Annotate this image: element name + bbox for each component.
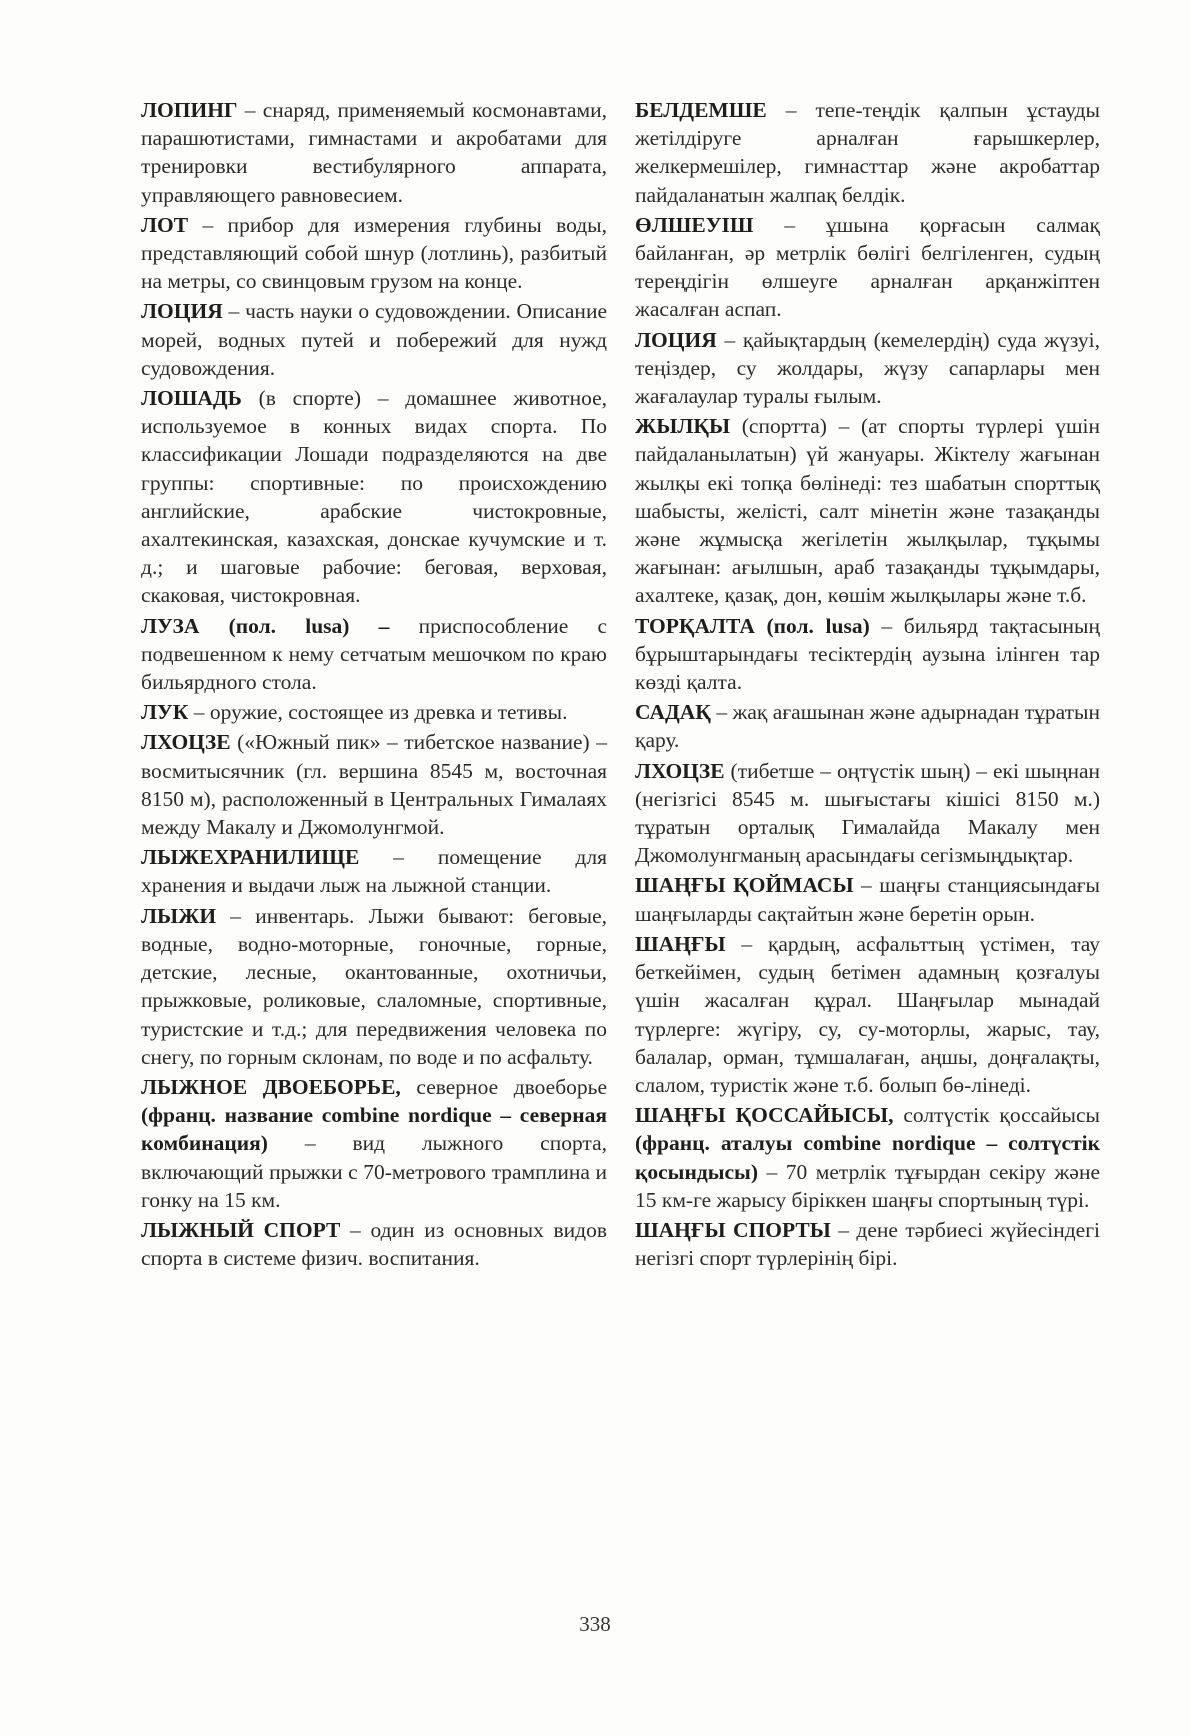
entry-definition: – прибор для измерения глубины воды, представляющий собой шнур (лотлинь), разбитый на метры, со свинцовым грузом на конце.	[141, 212, 607, 294]
dictionary-entry	[141, 843, 607, 899]
entry-term: ШАҢҒЫ ҚОССАЙЫСЫ,	[635, 1103, 894, 1128]
entry-definition: – снаряд, применяемый космонавтами, парашютистами, гимнастами и акробатами для тренировки вестибулярного аппарата, управляющего равновесием.	[141, 98, 607, 207]
entry-definition: приспособление с подвешенном к нему сетчатым мешочком по краю бильярдного стола.	[141, 613, 607, 695]
entry-term: ЛХОЦЗЕ	[635, 758, 725, 783]
entry-term: ЛХОЦЗЕ	[141, 730, 231, 755]
dictionary-entry	[635, 1101, 1100, 1214]
dictionary-entry	[635, 326, 1100, 411]
dictionary-entry	[635, 211, 1100, 324]
entry-definition: – қайықтардың (кемелердің) суда жүзуі, теңіздер, су жолдары, жүзу сапарлары мен жағалаулар туралы ғылым.	[635, 327, 1100, 409]
entry-definition: – один из основных видов спорта в системе физич. воспитания.	[141, 1217, 607, 1271]
right-column-kazakh	[635, 96, 1100, 1274]
left-column-russian	[141, 96, 607, 1274]
entry-term: САДАҚ	[635, 700, 711, 725]
entry-definition: – жақ ағашынан және адырнадан тұратын қару.	[635, 700, 1100, 753]
entry-definition: – бильярд тақтасының бұрыштарындағы тесіктердің аузына ілінген тар көзді қалта.	[635, 613, 1100, 695]
entry-term: ШАҢҒЫ СПОРТЫ	[635, 1217, 831, 1242]
entry-definition: северное двоеборье	[400, 1074, 607, 1099]
entry-definition: солтүстік қоссайысы	[893, 1103, 1100, 1128]
dictionary-entry	[141, 384, 607, 610]
entry-term: ӨЛШЕУІШ	[635, 212, 754, 237]
dictionary-entry	[635, 96, 1100, 209]
entry-term: ЛУЗА (пол. lusa) –	[141, 613, 390, 638]
dictionary-entry	[635, 612, 1100, 697]
entry-definition: (в спорте) – домашнее животное, используемое в конных видах спорта. По классификации Лошади подразделяются на две группы: спортивные: по происхождению английские, арабские чистокровные, ахалтекинская, казахская, донскае кучумские и т. д.; и шаговые рабочие: беговая, верховая, скаковая, чистокровная.	[141, 386, 607, 608]
entry-etymology: (франц. аталуы combine nordique – солтүстік қосындысы)	[635, 1131, 1100, 1184]
entry-definition-cont: – 70 метрлік тұғырдан секіру және 15 км-ге жарысу біріккен шаңғы спортының түрі.	[635, 1159, 1100, 1212]
entry-term: ЛУК	[141, 700, 189, 725]
dictionary-entry	[635, 412, 1100, 609]
dictionary-entry	[141, 96, 607, 209]
entry-term: ЛОПИНГ	[141, 98, 238, 122]
dictionary-entry	[635, 871, 1100, 927]
entry-term: ЛОШАДЬ	[141, 386, 242, 411]
entry-definition: – оружие, состоящее из древка и тетивы.	[188, 700, 568, 725]
entry-definition: («Южный пик» – тибетское название) – восмитысячник (гл. вершина 8545 м, восточная 8150 м), расположенный в Центральных Гималаях между Макалу и Джомолунгмой.	[141, 730, 607, 840]
entry-term: ЖЫЛҚЫ	[635, 414, 731, 439]
entry-term: БЕЛДЕМШЕ	[635, 98, 767, 122]
dictionary-entry	[141, 612, 607, 697]
entry-definition: – дене тәрбиесі жүйесіндегі негізгі спорт түрлерінің бірі.	[635, 1217, 1100, 1271]
entry-definition-cont: – вид лыжного спорта, включающий прыжки с 70-метрового трамплина и гонку на 15 км.	[141, 1131, 607, 1212]
entry-definition: – часть науки о судовождении. Описание морей, водных путей и побережий для нужд судовождения.	[141, 299, 607, 380]
entry-etymology: (франц. название combine nordique – северная комбинация)	[141, 1103, 607, 1156]
entry-definition: (спортта) – (ат спорты түрлері үшін пайдаланылатын) үй жануары. Жіктелу жағынан жылқы екі топқа бөлінеді: тез шабатын спорттық шабысты, желісті, салт мінетін және тазақанды және жұмысқа жегілетін жылқылар, тұқымы жағынан: ағылшын, араб тазақанды тұқымдары, ахалтеке, қазақ, дон, көшім жылқылары және т.б.	[635, 414, 1100, 608]
dictionary-entry	[635, 1216, 1100, 1272]
page-number: 338	[579, 1612, 611, 1636]
dictionary-entry	[141, 1073, 607, 1214]
dictionary-entry	[635, 757, 1100, 870]
entry-term: ЛЫЖЕХРАНИЛИЩЕ	[141, 845, 360, 870]
dictionary-entry	[635, 698, 1100, 754]
entry-term: ЛОЦИЯ	[141, 299, 223, 324]
entry-definition: – қардың, асфальттың үстімен, тау беткейімен, судың бетімен адамның қозғалуы үшін жасалған құрал. Шаңғылар мынадай түрлерге: жүгіру, су, су-моторлы, жарыс, тау, балалар, орман, тұмшалаған, аңшы, доңғалақты, слалом, туристік және т.б. болып бө-лінеді.	[635, 931, 1100, 1097]
entry-definition: (тибетше – оңтүстік шың) – екі шыңнан (негізгісі 8545 м. шығыстағы кішісі 8150 м.) тұратын орталық Гималайда Макалу мен Джомолунгманың арасындағы сегізмыңдықтар.	[635, 758, 1100, 868]
dictionary-entry	[141, 698, 607, 726]
dictionary-entry	[635, 930, 1100, 1099]
entry-term: ТОРҚАЛТА (пол. lusa)	[635, 613, 870, 638]
dictionary-entry	[141, 211, 607, 296]
dictionary-entry	[141, 902, 607, 1071]
entry-term: ЛЫЖИ	[141, 903, 217, 928]
dictionary-entry	[141, 728, 607, 841]
entry-term: ШАҢҒЫ	[635, 931, 726, 956]
entry-definition: – помещение для хранения и выдачи лыж на лыжной станции.	[141, 845, 607, 898]
entry-definition: – ұшына қорғасын салмақ байланған, әр метрлік бөлігі белгіленген, судың тереңдігін өлшеуге арналған арқанжіптен жасалған аспап.	[635, 212, 1100, 322]
entry-term: ШАҢҒЫ ҚОЙМАСЫ	[635, 873, 854, 898]
entry-term: ЛОТ	[141, 212, 189, 237]
entry-definition: – тепе-теңдік қалпын ұстауды жетілдіруге арналған ғарышкерлер, желкермешілер, гимнасттар және акробаттар пайдаланатын жалпақ белдік.	[635, 98, 1100, 207]
entry-definition: – шаңғы станциясындағы шаңғыларды сақтайтын және беретін орын.	[635, 873, 1100, 926]
entry-definition: – инвентарь. Лыжи бывают: беговые, водные, водно-моторные, гоночные, горные, детские, лесные, окантованные, охотничьи, прыжковые, роликовые, слаломные, спортивные, туристские и т.д.; для передвижения человека по снегу, по горным склонам, по воде и по асфальту.	[141, 903, 607, 1069]
entry-term: ЛОЦИЯ	[635, 327, 717, 352]
dictionary-entry	[141, 1216, 607, 1272]
entry-term: ЛЫЖНЫЙ СПОРТ	[141, 1217, 341, 1242]
entry-term: ЛЫЖНОЕ ДВОЕБОРЬЕ,	[141, 1074, 401, 1099]
dictionary-entry	[141, 297, 607, 382]
